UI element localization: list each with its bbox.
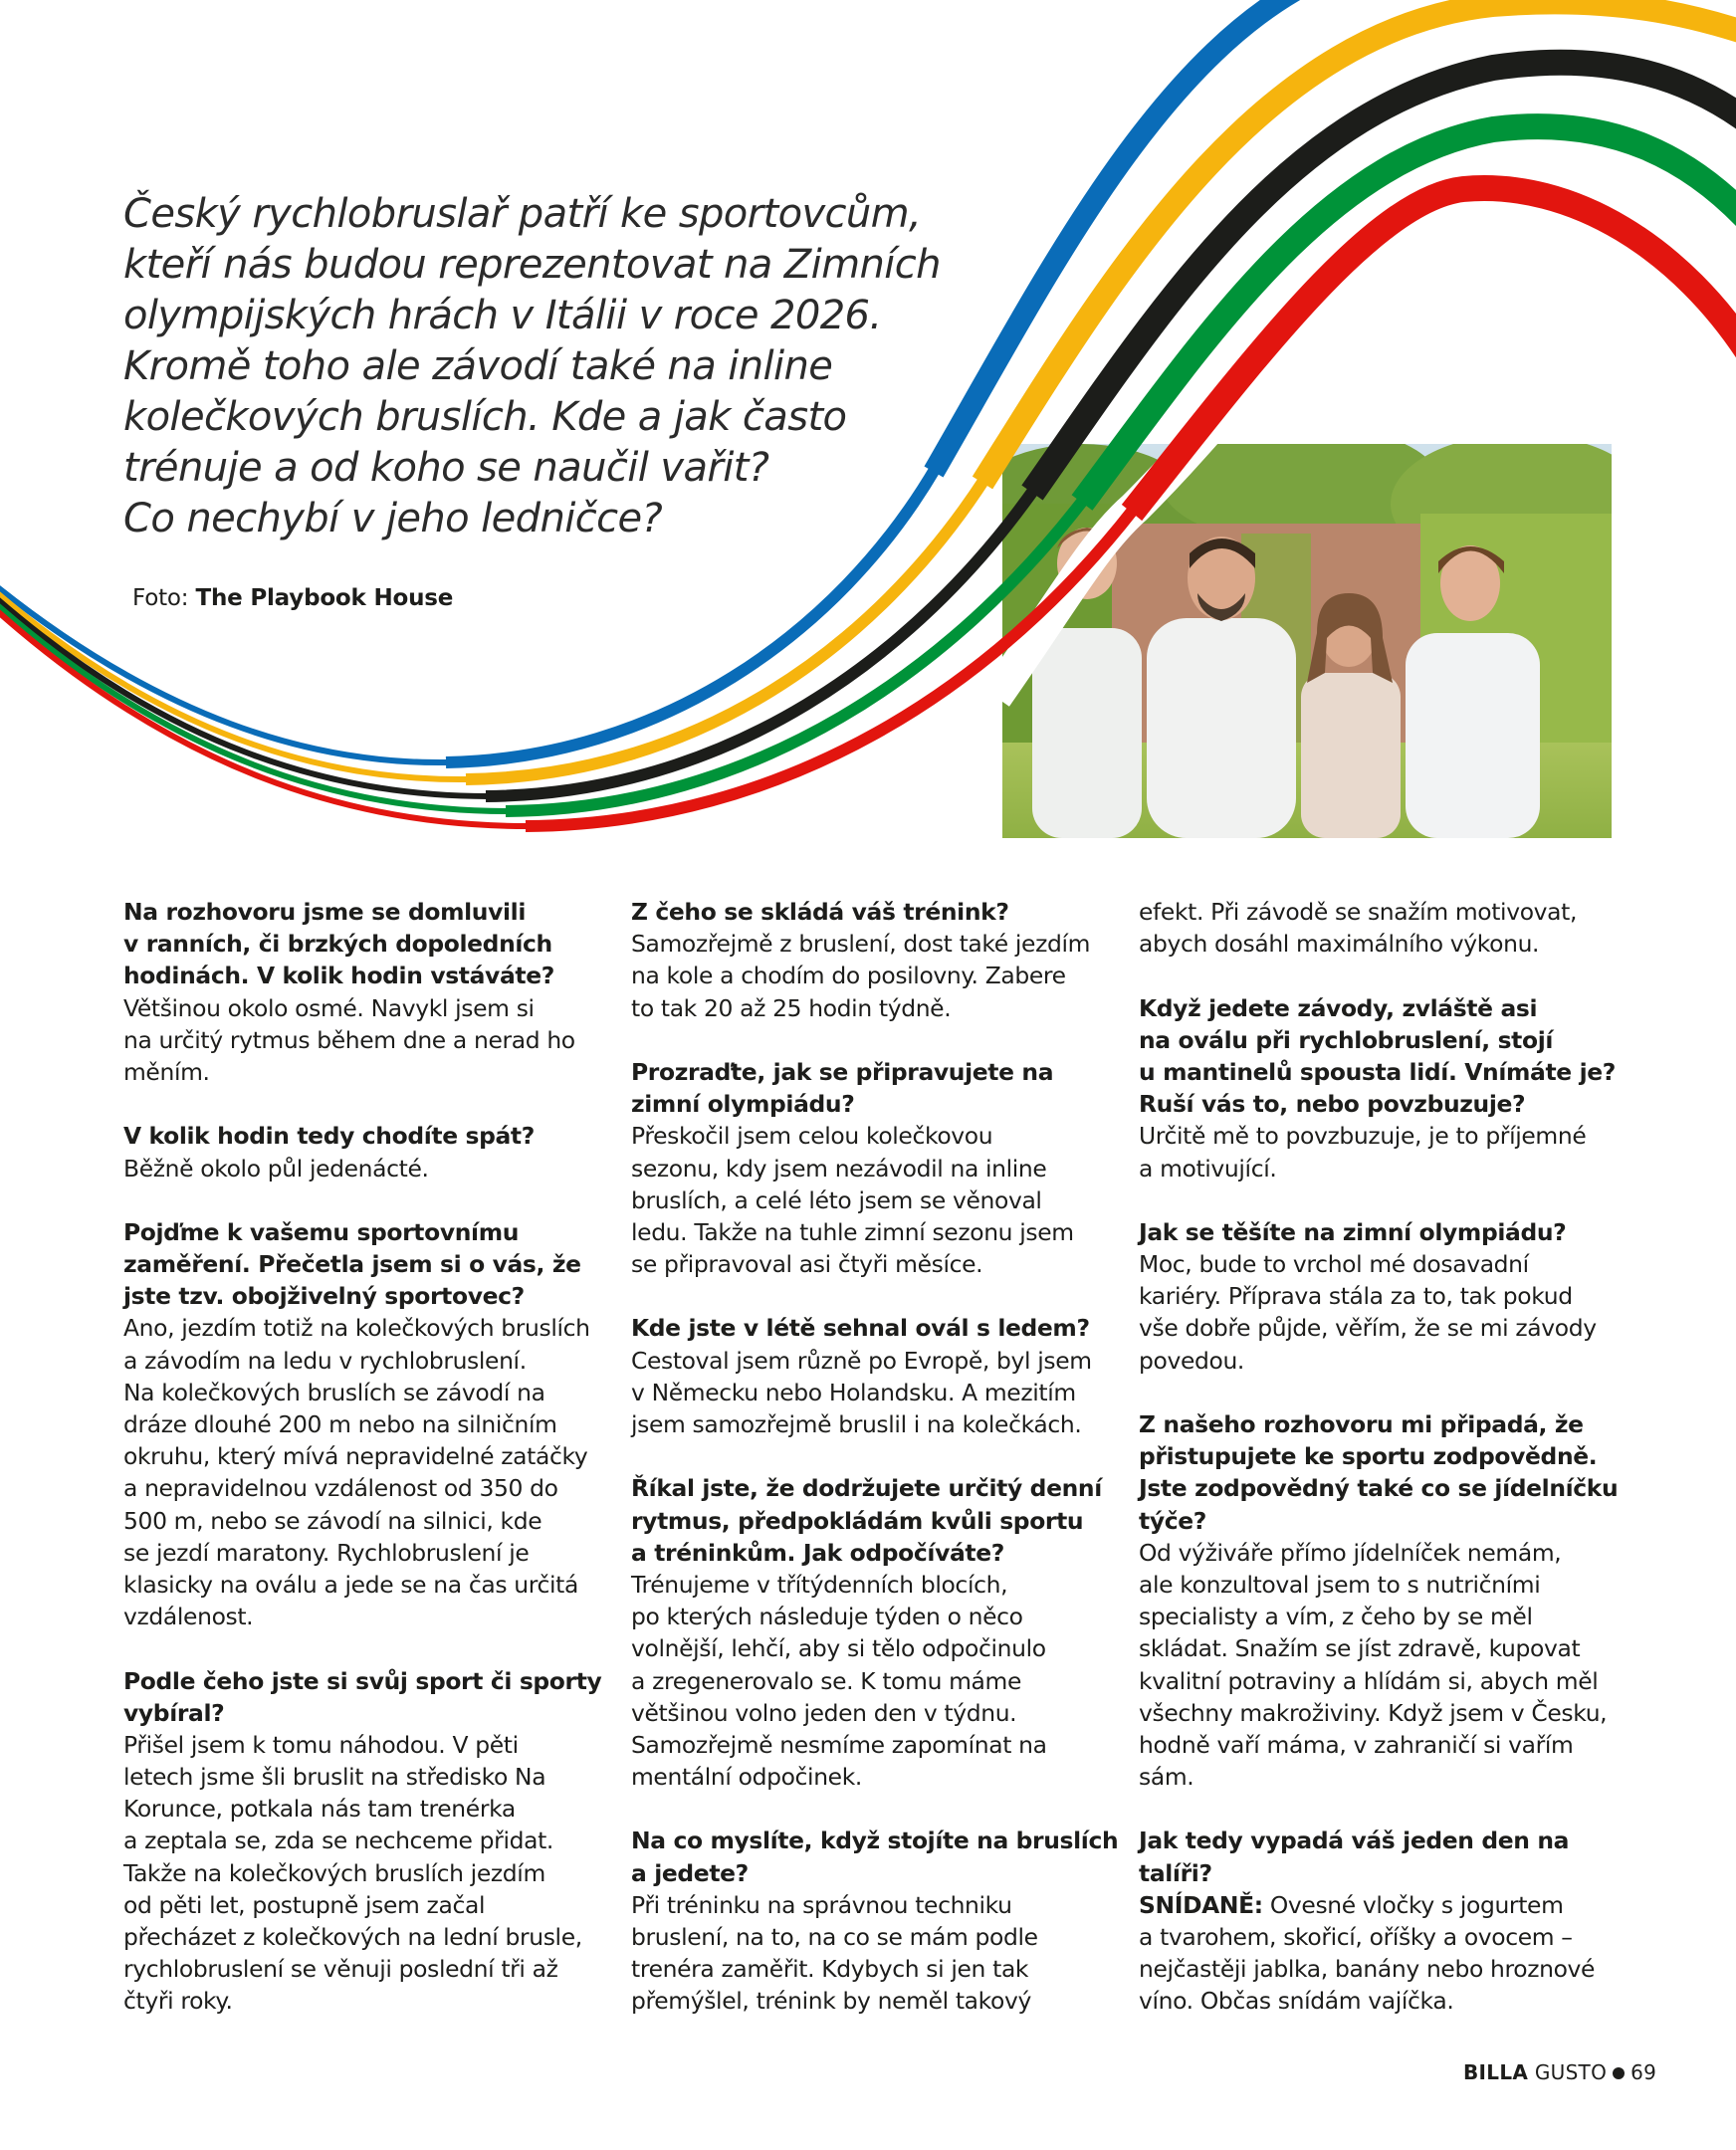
question-line: [631, 896, 1129, 928]
paragraph-gap: [1139, 1793, 1636, 1825]
line-text: Ruší vás to, nebo povzbuzuje?: [1139, 1090, 1526, 1119]
answer-line: [631, 1377, 1129, 1408]
line-text: Trénujeme v třítýdenních blocích,: [631, 1570, 1008, 1599]
question-line: [1139, 1408, 1636, 1440]
line-text: Na co myslíte, když stojíte na bruslích: [631, 1827, 1119, 1855]
bullet-icon: [1613, 2067, 1625, 2079]
answer-line: [631, 1408, 1129, 1440]
answer-line: [123, 1793, 621, 1825]
line-text: dráze dlouhé 200 m nebo na silničním: [123, 1410, 557, 1438]
answer-line: [1139, 1697, 1636, 1729]
line-text: Z našeho rozhovoru mi připadá, že: [1139, 1410, 1584, 1438]
answer-line: [1139, 1632, 1636, 1664]
line-text: ledu. Takže na tuhle zimní sezonu jsem: [631, 1217, 1074, 1246]
line-text: po kterých následuje týden o něco: [631, 1603, 1023, 1631]
line-text: čtyři roky.: [123, 1987, 233, 2016]
answer-line: [1139, 1921, 1636, 1953]
stripe-green-left: [0, 603, 508, 811]
question-line: [123, 928, 621, 960]
question-line: [123, 1697, 621, 1729]
answer-line: [123, 992, 621, 1024]
answer-line: [631, 1953, 1129, 1985]
line-text: rytmus, předpokládám kvůli sportu: [631, 1506, 1084, 1535]
line-text: sezonu, kdy jsem nezávodil na inline: [631, 1154, 1047, 1182]
intro-line: kteří nás budou reprezentovat na Zimních: [123, 242, 941, 288]
intro-line: kolečkových bruslích. Kde a jak často: [123, 394, 847, 440]
line-text: od pěti let, postupně jsem začal: [123, 1890, 486, 1919]
line-text: Ano, jezdím totiž na kolečkových bruslích: [123, 1314, 590, 1343]
line-text: u mantinelů spousta lidí. Vnímáte je?: [1139, 1057, 1616, 1086]
answer-line: [1139, 1729, 1636, 1761]
line-text: 500 m, nebo se závodí na silnici, kde: [123, 1506, 542, 1535]
answer-line: [123, 1056, 621, 1088]
answer-line: [123, 1601, 621, 1632]
article-column-3: [1139, 896, 1636, 2018]
line-text: Moc, bude to vrchol mé dosavadní: [1139, 1250, 1529, 1279]
stripe-black-left: [0, 597, 488, 796]
photo-credit-name: The Playbook House: [195, 585, 454, 611]
intro-line: Český rychlobruslař patří ke sportovcům,: [123, 191, 922, 237]
answer-line: [1139, 928, 1636, 960]
line-text: bruslení, na to, na co se mám podle: [631, 1923, 1038, 1951]
line-text: Od výživáře přímo jídelníček nemám,: [1139, 1538, 1562, 1567]
line-text: se připravoval asi čtyři měsíce.: [631, 1250, 983, 1279]
line-text: abych dosáhl maximálního výkonu.: [1139, 930, 1540, 959]
answer-line: [631, 1697, 1129, 1729]
line-text: skládat. Snažím se jíst zdravě, kupovat: [1139, 1634, 1581, 1663]
line-text: nejčastěji jablka, banány nebo hroznové: [1139, 1955, 1596, 1984]
page-number: 69: [1630, 2060, 1657, 2084]
question-line: [1139, 1056, 1636, 1088]
question-line: [123, 1248, 621, 1280]
stripe-black-top: [1032, 63, 1736, 493]
line-text: Cestoval jsem různě po Evropě, byl jsem: [631, 1346, 1092, 1375]
answer-line: [123, 1408, 621, 1440]
family-photo-image: [1002, 444, 1612, 838]
line-text: kvalitní potraviny a hlídám si, abych měl: [1139, 1666, 1599, 1695]
line-text: Většinou okolo osmé. Navykl jsem si: [123, 993, 535, 1022]
answer-line: [1139, 1248, 1636, 1280]
answer-line: [123, 1825, 621, 1856]
question-line: [1139, 1857, 1636, 1889]
footer-magazine: GUSTO: [1534, 2060, 1608, 2084]
answer-line: [631, 1665, 1129, 1697]
line-text: většinou volno jeden den v týdnu.: [631, 1698, 1017, 1727]
answer-line: [1139, 1889, 1636, 1921]
paragraph-gap: [123, 1184, 621, 1216]
paragraph-gap: [1139, 1377, 1636, 1408]
line-text: se jezdí maratony. Rychlobruslení je: [123, 1538, 530, 1567]
line-text: a tvarohem, skořicí, oříšky a ovocem –: [1139, 1923, 1573, 1951]
article-column-1: [123, 896, 621, 2018]
answer-line: [1139, 1345, 1636, 1377]
question-line: [1139, 1505, 1636, 1537]
intro-line: Kromě toho ale závodí také na inline: [123, 343, 833, 389]
answer-line: [1139, 1953, 1636, 1985]
question-line: [631, 1825, 1129, 1856]
answer-line: [1139, 1665, 1636, 1697]
question-line: [123, 1665, 621, 1697]
question-line: [631, 1088, 1129, 1120]
paragraph-gap: [123, 1088, 621, 1120]
paragraph-gap: [631, 1024, 1129, 1056]
line-text: týče?: [1139, 1506, 1206, 1535]
line-text: v Německu nebo Holandsku. A mezitím: [631, 1378, 1076, 1406]
line-text: Při tréninku na správnou techniku: [631, 1890, 1012, 1919]
intro-line: olympijských hrách v Itálii v roce 2026.: [123, 293, 882, 338]
line-text: vybíral?: [123, 1698, 225, 1727]
line-text: Běžně okolo půl jedenácté.: [123, 1154, 429, 1182]
answer-line: [1139, 1601, 1636, 1632]
answer-line: [123, 1472, 621, 1504]
answer-line: [123, 1889, 621, 1921]
answer-line: [123, 1440, 621, 1472]
line-text: Takže na kolečkových bruslích jezdím: [123, 1858, 545, 1887]
footer-brand: BILLA: [1463, 2060, 1529, 2084]
line-text: Z čeho se skládá váš trénink?: [631, 898, 1009, 926]
answer-line: [123, 1953, 621, 1985]
answer-line: [631, 1569, 1129, 1601]
intro-line: trénuje a od koho se naučil vařit?: [123, 445, 769, 491]
line-text: v ranních, či brzkých dopoledních: [123, 930, 552, 959]
question-line: [1139, 992, 1636, 1024]
line-text: Jak tedy vypadá váš jeden den na: [1139, 1827, 1570, 1855]
answer-line: [1139, 1280, 1636, 1312]
answer-line: [123, 1153, 621, 1184]
meal-label: SNÍDANĚ:: [1139, 1890, 1263, 1919]
line-text: a jedete?: [631, 1858, 749, 1887]
answer-line: [123, 1345, 621, 1377]
line-text: letech jsme šli bruslit na středisko Na: [123, 1763, 546, 1792]
stripe-blue-left: [0, 585, 448, 762]
answer-line: [123, 1505, 621, 1537]
family-photo: [1002, 444, 1612, 838]
question-line: [631, 1857, 1129, 1889]
line-text: Na kolečkových bruslích se závodí na: [123, 1378, 545, 1406]
line-text: to tak 20 až 25 hodin týdně.: [631, 993, 952, 1022]
question-line: [631, 1472, 1129, 1504]
line-text: vzdálenost.: [123, 1603, 254, 1631]
line-text: kariéry. Příprava stála za to, tak pokud: [1139, 1282, 1573, 1311]
answer-line: [1139, 1761, 1636, 1793]
answer-line: [631, 1729, 1129, 1761]
stripe-yellow-top: [982, 2, 1736, 483]
question-line: [631, 1312, 1129, 1344]
line-text: a zregenerovalo se. K tomu máme: [631, 1666, 1022, 1695]
line-text: Na rozhovoru jsme se domluvili: [123, 898, 526, 926]
line-text: jste tzv. obojživelný sportovec?: [123, 1282, 525, 1311]
line-text: na kole a chodím do posilovny. Zabere: [631, 962, 1066, 990]
line-text: přemýšlel, trénink by neměl takový: [631, 1987, 1031, 2016]
line-text: ale konzultoval jsem to s nutričními: [1139, 1570, 1541, 1599]
line-text: všechny makroživiny. Když jsem v Česku,: [1139, 1698, 1608, 1727]
paragraph-gap: [631, 1793, 1129, 1825]
answer-line: [631, 928, 1129, 960]
answer-line: [123, 1857, 621, 1889]
question-line: [1139, 1024, 1636, 1056]
answer-line: [123, 1569, 621, 1601]
answer-line: [631, 1632, 1129, 1664]
line-text: na určitý rytmus během dne a nerad ho: [123, 1025, 575, 1054]
intro-lead-paragraph: [123, 189, 941, 544]
line-text: měním.: [123, 1057, 210, 1086]
intro-line: Co nechybí v jeho ledničce?: [123, 496, 663, 541]
question-line: [631, 1056, 1129, 1088]
line-text: a motivující.: [1139, 1154, 1277, 1182]
question-line: [1139, 1472, 1636, 1504]
answer-line: [123, 1312, 621, 1344]
line-text: na oválu při rychlobruslení, stojí: [1139, 1025, 1554, 1054]
answer-line: [1139, 896, 1636, 928]
line-text: Samozřejmě z bruslení, dost také jezdím: [631, 930, 1091, 959]
question-line: [123, 960, 621, 991]
answer-line: [631, 1216, 1129, 1248]
answer-line: [631, 1601, 1129, 1632]
question-line: [1139, 1216, 1636, 1248]
line-text: zaměření. Přečetla jsem si o vás, že: [123, 1250, 581, 1279]
answer-line: [123, 1537, 621, 1569]
answer-line: [631, 1184, 1129, 1216]
line-text: mentální odpočinek.: [631, 1763, 862, 1792]
question-line: [1139, 1825, 1636, 1856]
line-text: Jak se těšíte na zimní olympiádu?: [1139, 1217, 1567, 1246]
line-text: rychlobruslení se věnuji poslední tři až: [123, 1955, 558, 1984]
line-text: Jste zodpovědný také co se jídelníčku: [1139, 1474, 1619, 1503]
stripe-red-left: [0, 609, 528, 826]
paragraph-gap: [123, 1632, 621, 1664]
photo-credit-label: Foto:: [132, 585, 189, 611]
answer-line: [631, 1120, 1129, 1152]
answer-line: [631, 992, 1129, 1024]
answer-line: [123, 1729, 621, 1761]
page-footer: [1463, 2060, 1656, 2084]
line-text: volnější, lehčí, aby si tělo odpočinulo: [631, 1634, 1046, 1663]
answer-line: [631, 1985, 1129, 2017]
line-text: Pojďme k vašemu sportovnímu: [123, 1217, 520, 1246]
paragraph-gap: [1139, 960, 1636, 991]
answer-line: [631, 960, 1129, 991]
line-text: přecházet z kolečkových na lední brusle,: [123, 1923, 582, 1951]
answer-line: [631, 1889, 1129, 1921]
line-text: trenéra zaměřit. Kdybych si jen tak: [631, 1955, 1029, 1984]
line-text: Přišel jsem k tomu náhodou. V pěti: [123, 1730, 519, 1759]
line-text: hodinách. V kolik hodin vstáváte?: [123, 962, 554, 990]
answer-line: [631, 1345, 1129, 1377]
paragraph-gap: [631, 1280, 1129, 1312]
question-line: [123, 1216, 621, 1248]
answer-line: [123, 1761, 621, 1793]
answer-line: [1139, 1569, 1636, 1601]
answer-line: [1139, 1120, 1636, 1152]
answer-line: [1139, 1985, 1636, 2017]
stripe-blue-top: [934, 0, 1314, 472]
line-text: Podle čeho jste si svůj sport či sporty: [123, 1666, 602, 1695]
line-text: Když jedete závody, zvláště asi: [1139, 993, 1538, 1022]
answer-line: [1139, 1153, 1636, 1184]
line-text: jsem samozřejmě bruslil i na kolečkách.: [631, 1410, 1082, 1438]
question-line: [123, 1280, 621, 1312]
paragraph-gap: [1139, 1184, 1636, 1216]
line-text: okruhu, který mívá nepravidelné zatáčky: [123, 1442, 588, 1471]
answer-line: [123, 1377, 621, 1408]
answer-line: [631, 1921, 1129, 1953]
line-text: Říkal jste, že dodržujete určitý denní: [631, 1474, 1102, 1503]
answer-line: [631, 1153, 1129, 1184]
question-line: [631, 1505, 1129, 1537]
line-text: přistupujete ke sportu zodpovědně.: [1139, 1442, 1598, 1471]
answer-line: [1139, 1312, 1636, 1344]
photo-credit: [132, 585, 453, 611]
line-text: V kolik hodin tedy chodíte spát?: [123, 1122, 535, 1151]
answer-line: [123, 1921, 621, 1953]
line-text: Samozřejmě nesmíme zapomínat na: [631, 1730, 1047, 1759]
line-text: víno. Občas snídám vajíčka.: [1139, 1987, 1454, 2016]
question-line: [123, 1120, 621, 1152]
line-text: talíři?: [1139, 1858, 1212, 1887]
line-text: zimní olympiádu?: [631, 1090, 855, 1119]
answer-line: [631, 1248, 1129, 1280]
line-text: Přeskočil jsem celou kolečkovou: [631, 1122, 993, 1151]
line-text: hodně vaří máma, v zahraničí si vařím: [1139, 1730, 1574, 1759]
paragraph-gap: [631, 1440, 1129, 1472]
answer-line: [631, 1761, 1129, 1793]
line-text: a zeptala se, zda se nechceme přidat.: [123, 1827, 553, 1855]
line-text: a závodím na ledu v rychlobruslení.: [123, 1346, 527, 1375]
line-text: Ovesné vločky s jogurtem: [1262, 1890, 1564, 1919]
line-text: Korunce, potkala nás tam trenérka: [123, 1795, 516, 1824]
article-column-2: [631, 896, 1129, 2018]
answer-line: [123, 1024, 621, 1056]
question-line: [1139, 1088, 1636, 1120]
answer-line: [1139, 1537, 1636, 1569]
answer-line: [123, 1985, 621, 2017]
question-line: [1139, 1440, 1636, 1472]
line-text: a tréninkům. Jak odpočíváte?: [631, 1538, 1004, 1567]
line-text: sám.: [1139, 1763, 1194, 1792]
line-text: efekt. Při závodě se snažím motivovat,: [1139, 898, 1578, 926]
line-text: specialisty a vím, z čeho by se měl: [1139, 1603, 1533, 1631]
question-line: [123, 896, 621, 928]
stripe-yellow-left: [0, 591, 468, 779]
line-text: povedou.: [1139, 1346, 1245, 1375]
line-text: Prozraďte, jak se připravujete na: [631, 1057, 1054, 1086]
line-text: Určitě mě to povzbuzuje, je to příjemné: [1139, 1122, 1587, 1151]
stripe-green-mid: [506, 498, 1085, 811]
line-text: klasicky na oválu a jede se na čas určitá: [123, 1570, 578, 1599]
question-line: [631, 1537, 1129, 1569]
line-text: bruslích, a celé léto jsem se věnoval: [631, 1185, 1042, 1214]
line-text: a nepravidelnou vzdálenost od 350 do: [123, 1474, 558, 1503]
line-text: Kde jste v létě sehnal ovál s ledem?: [631, 1314, 1090, 1343]
line-text: vše dobře půjde, věřím, že se mi závody: [1139, 1314, 1597, 1343]
